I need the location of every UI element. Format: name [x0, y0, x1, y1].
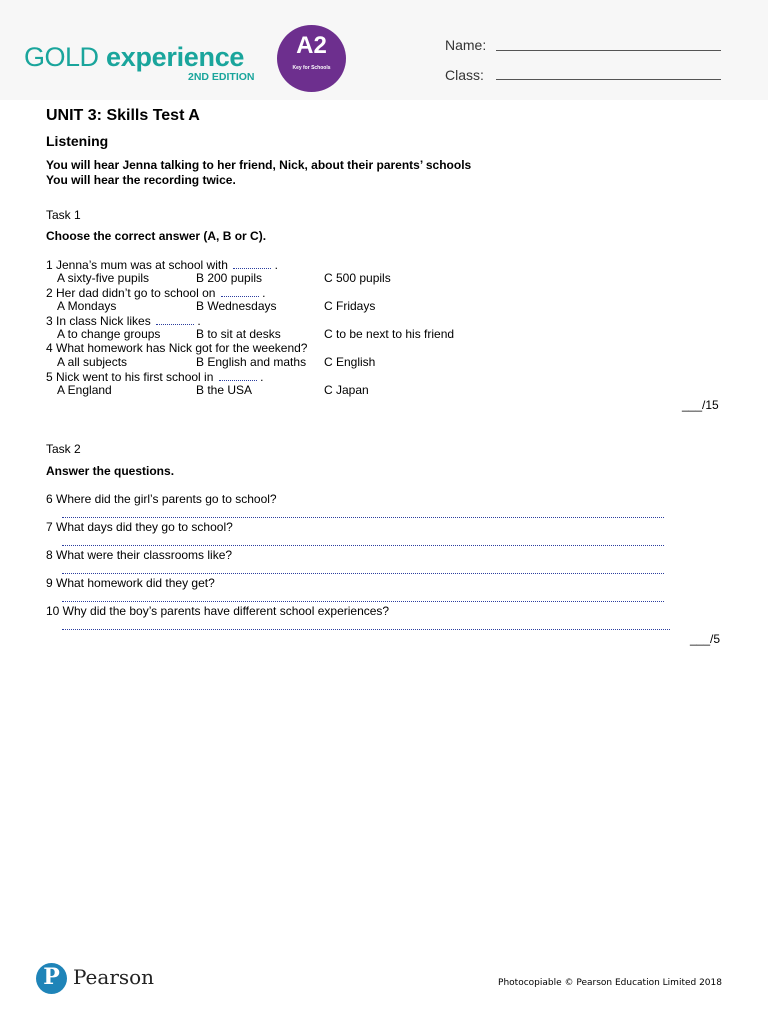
question-end: .	[262, 286, 266, 300]
badge-level: A2	[296, 32, 327, 59]
name-label: Name:	[445, 37, 487, 53]
question-7: 7 What days did they go to school?	[46, 520, 233, 534]
question-1-text: 1 Jenna’s mum was at school with	[46, 258, 228, 272]
brand-experience: experience	[106, 42, 245, 72]
question-end: .	[197, 314, 201, 328]
option-c[interactable]: C Japan	[324, 383, 369, 397]
option-b[interactable]: B to sit at desks	[196, 327, 281, 341]
pearson-initial: P	[43, 964, 60, 990]
question-6: 6 Where did the girl’s parents go to school?	[46, 492, 277, 506]
question-4-text: 4 What homework has Nick got for the weekend?	[46, 341, 308, 355]
class-line[interactable]	[496, 79, 721, 80]
answer-blank[interactable]	[219, 369, 257, 381]
option-a[interactable]: A to change groups	[57, 327, 161, 341]
option-c[interactable]: C to be next to his friend	[324, 327, 455, 341]
question-3	[46, 313, 201, 328]
option-b[interactable]: B 200 pupils	[196, 271, 263, 285]
copyright-notice: Photocopiable © Pearson Education Limited 2018	[498, 978, 722, 988]
question-8: 8 What were their classrooms like?	[46, 548, 233, 562]
answer-line[interactable]	[62, 573, 664, 574]
task1-score: ___/15	[682, 398, 719, 412]
question-3-text: 3 In class Nick likes	[46, 314, 151, 328]
question-4	[46, 341, 307, 355]
answer-blank[interactable]	[156, 313, 194, 325]
option-a[interactable]: A all subjects	[57, 355, 128, 369]
question-1	[46, 257, 278, 272]
answer-line[interactable]	[62, 517, 664, 518]
option-c[interactable]: C 500 pupils	[324, 271, 391, 285]
section-heading: Listening	[46, 133, 109, 149]
task2-score: ___/5	[690, 632, 721, 646]
answer-blank[interactable]	[233, 257, 271, 269]
option-c[interactable]: C English	[324, 355, 376, 369]
question-end: .	[260, 370, 264, 384]
level-badge	[277, 25, 346, 92]
question-2	[46, 285, 265, 300]
question-9: 9 What homework did they get?	[46, 576, 215, 590]
pearson-wordmark: Pearson	[73, 965, 155, 989]
task2-heading: Task 2	[46, 442, 81, 456]
question-10: 10 Why did the boy’s parents have different school experiences?	[46, 604, 390, 618]
question-end: .	[274, 258, 278, 272]
task1-heading: Task 1	[46, 208, 81, 222]
task1-instruction: Choose the correct answer (A, B or C).	[46, 229, 267, 243]
question-2-text: 2 Her dad didn’t go to school on	[46, 286, 216, 300]
intro-line-2: You will hear the recording twice.	[46, 173, 236, 187]
question-5-text: 5 Nick went to his first school in	[46, 370, 214, 384]
option-a[interactable]: A England	[57, 383, 112, 397]
class-label: Class:	[445, 67, 484, 83]
page-title: UNIT 3: Skills Test A	[46, 107, 200, 124]
edition-label: 2ND EDITION	[188, 71, 255, 83]
brand-gold: GOLD	[24, 42, 99, 72]
option-a[interactable]: A sixty-five pupils	[57, 271, 150, 285]
answer-line[interactable]	[62, 629, 670, 630]
badge-subtitle: Key for Schools	[292, 65, 331, 71]
option-b[interactable]: B English and maths	[196, 355, 307, 369]
name-line[interactable]	[496, 50, 721, 51]
intro-line-1: You will hear Jenna talking to her friend, Nick, about their parents’ schools	[46, 158, 472, 172]
question-5	[46, 369, 263, 384]
task2-instruction: Answer the questions.	[46, 464, 175, 478]
option-c[interactable]: C Fridays	[324, 299, 376, 313]
answer-line[interactable]	[62, 545, 664, 546]
option-b[interactable]: B the USA	[196, 383, 253, 397]
option-a[interactable]: A Mondays	[57, 299, 117, 313]
answer-blank[interactable]	[221, 285, 259, 297]
brand-logo	[24, 40, 244, 74]
answer-line[interactable]	[62, 601, 664, 602]
option-b[interactable]: B Wednesdays	[196, 299, 277, 313]
